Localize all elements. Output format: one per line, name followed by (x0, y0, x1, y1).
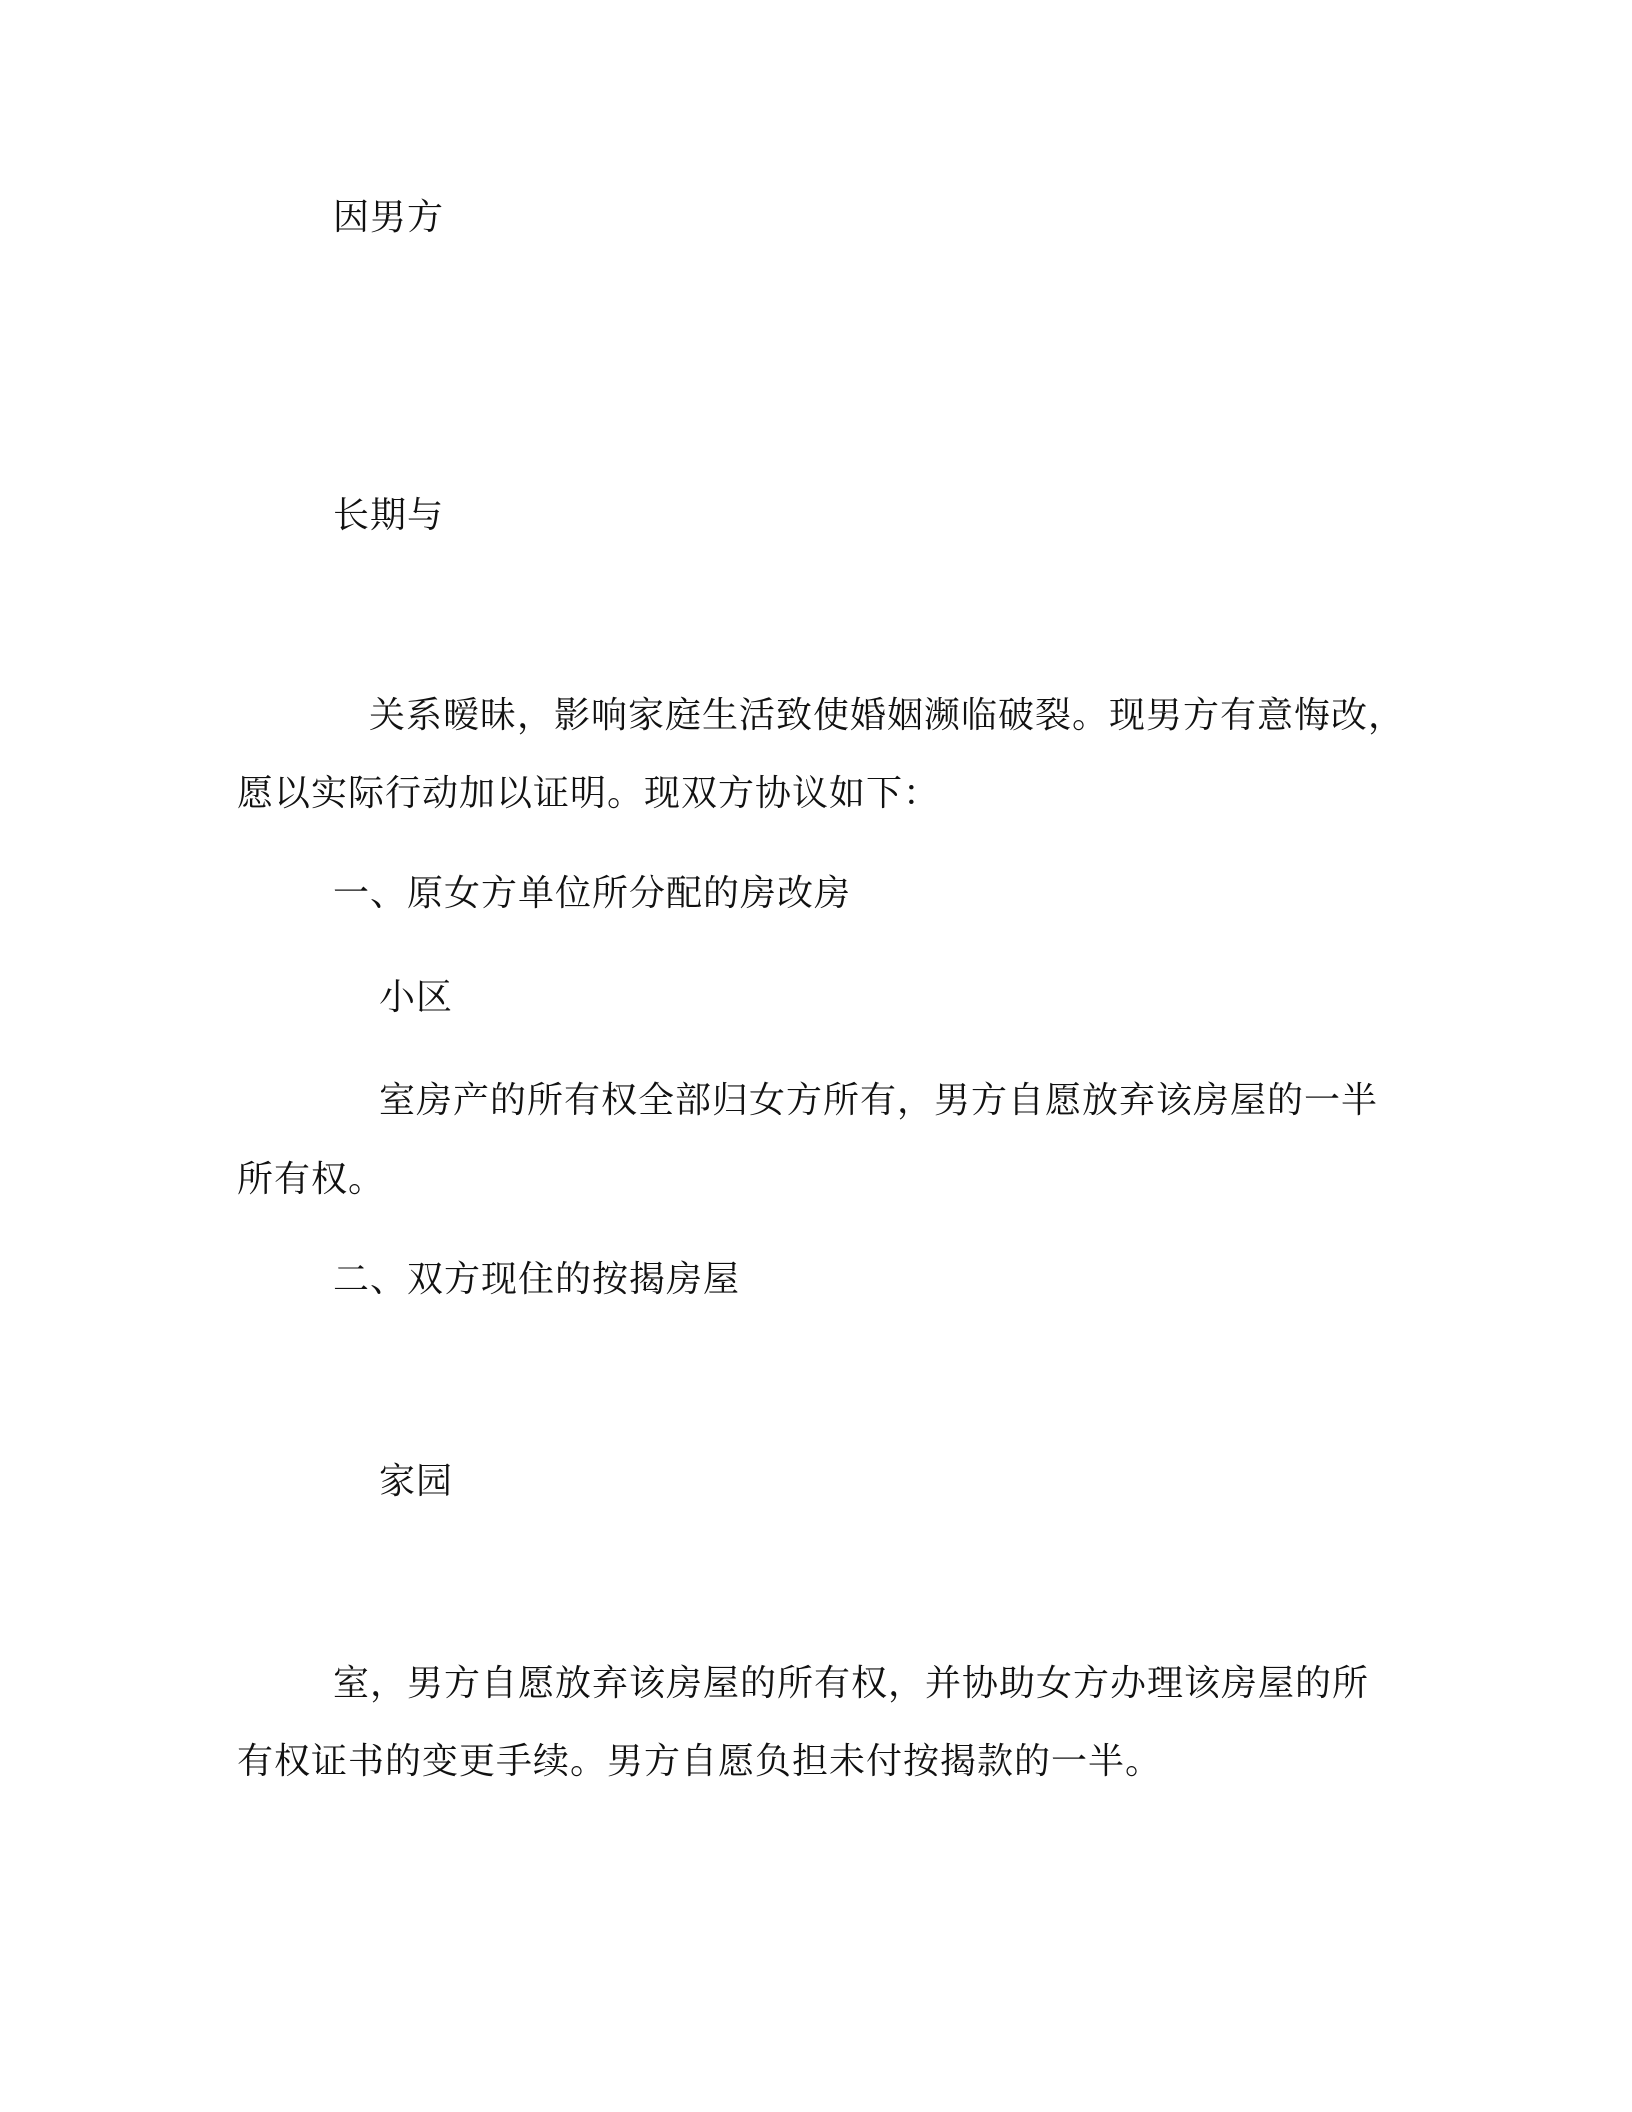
text-fragment: 家园 (379, 1461, 454, 1502)
paragraph-line: 有权证书的变更手续。男方自愿负担未付按揭款的一半。 (237, 1741, 1163, 1782)
section-heading: 一、原女方单位所分配的房改房 (333, 873, 852, 914)
paragraph-line: 室房产的所有权全部归女方所有，男方自愿放弃该房屋的一半 (379, 1080, 1379, 1121)
paragraph-line: 所有权。 (237, 1159, 386, 1200)
section-heading: 二、双方现住的按揭房屋 (333, 1259, 741, 1300)
text-fragment: 小区 (379, 977, 454, 1018)
paragraph-line: 关系暧昧，影响家庭生活致使婚姻濒临破裂。现男方有意悔改， (369, 695, 1406, 736)
paragraph-line: 室，男方自愿放弃该房屋的所有权，并协助女方办理该房屋的所 (333, 1663, 1370, 1704)
paragraph-line: 愿以实际行动加以证明。现双方协议如下： (237, 773, 941, 814)
text-fragment: 因男方 (333, 197, 445, 238)
text-fragment: 长期与 (333, 495, 445, 536)
